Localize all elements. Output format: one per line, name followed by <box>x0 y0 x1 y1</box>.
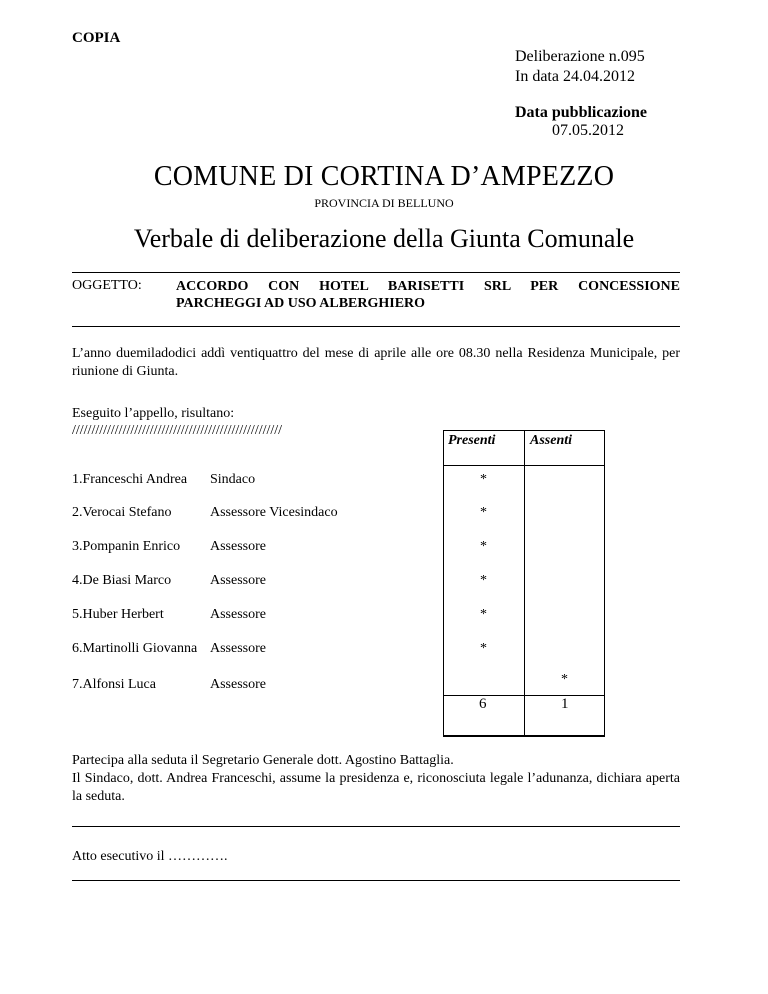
comune-title: COMUNE DI CORTINA D’AMPEZZO <box>153 161 615 192</box>
appello-label: Eseguito l’appello, risultano: <box>72 406 235 421</box>
deliberazione-date: In data 24.04.2012 <box>515 68 635 85</box>
member-name: 7.Alfonsi Luca <box>72 677 156 692</box>
segretario-paragraph: Partecipa alla seduta il Segretario Generale dott. Agostino Battaglia. <box>72 753 454 768</box>
member-role: Assessore <box>210 539 266 554</box>
oggetto-text <box>176 278 680 312</box>
header-presenti: Presenti <box>448 433 496 448</box>
presente-mark: * <box>480 472 487 487</box>
presente-mark: * <box>480 641 487 656</box>
member-name: 3.Pompanin Enrico <box>72 539 181 554</box>
atto-esecutivo: Atto esecutivo il …………. <box>72 849 228 864</box>
member-name: 5.Huber Herbert <box>72 607 164 622</box>
deliberazione-info <box>515 47 645 87</box>
divider-top <box>72 272 680 273</box>
intro-paragraph: L’anno duemiladodici addì ventiquattro del mese di aprile alle ore 08.30 nella Residenza Municipale, per riunione di Giunta. <box>72 346 680 379</box>
member-role: Assessore Vicesindaco <box>210 505 338 520</box>
table-bottom-border <box>443 735 605 737</box>
member-role: Assessore <box>210 677 266 692</box>
member-name: 2.Verocai Stefano <box>72 505 172 520</box>
table-header-divider <box>443 465 605 466</box>
member-role: Assessore <box>210 607 266 622</box>
presidenza-paragraph: Il Sindaco, dott. Andrea Franceschi, assume la presidenza e, riconosciuta legale l’adunanza, dichiara aperta la seduta. <box>72 771 680 804</box>
provincia-subtitle: PROVINCIA DI BELLUNO <box>314 196 454 210</box>
appello-block <box>72 405 282 439</box>
oggetto-line-1: ACCORDO CON HOTEL BARISETTI SRL PER CONCESSIONE <box>176 279 680 294</box>
member-role: Assessore <box>210 573 266 588</box>
member-name: 4.De Biasi Marco <box>72 573 172 588</box>
presente-mark: * <box>480 573 487 588</box>
member-role: Sindaco <box>210 472 256 487</box>
oggetto-line-2: PARCHEGGI AD USO ALBERGHIERO <box>176 296 426 311</box>
assente-mark: * <box>561 672 568 687</box>
divider-bottom <box>72 880 680 881</box>
segretario-presidenza-block <box>72 752 680 806</box>
divider-before-atto <box>72 826 680 827</box>
total-presenti: 6 <box>479 696 487 712</box>
appello-slashes: ////////////////////////////////////////////////////// <box>72 423 283 438</box>
table-middle-border <box>524 430 525 736</box>
pubblicazione-label: Data pubblicazione <box>515 104 648 121</box>
table-total-divider <box>443 695 605 696</box>
copia-label: COPIA <box>72 30 121 46</box>
member-role: Assessore <box>210 641 266 656</box>
table-right-border <box>604 430 605 736</box>
table-left-border <box>443 430 444 736</box>
deliberazione-number: Deliberazione n.095 <box>515 48 645 65</box>
total-assenti: 1 <box>561 696 569 712</box>
verbale-title: Verbale di deliberazione della Giunta Comunale <box>133 224 635 253</box>
presente-mark: * <box>480 505 487 520</box>
pubblicazione-date: 07.05.2012 <box>552 122 624 139</box>
member-name: 6.Martinolli Giovanna <box>72 641 198 656</box>
member-name: 1.Franceschi Andrea <box>72 472 188 487</box>
presente-mark: * <box>480 607 487 622</box>
presente-mark: * <box>480 539 487 554</box>
header-assenti: Assenti <box>530 433 573 448</box>
divider-oggetto <box>72 326 680 327</box>
oggetto-label: OGGETTO: <box>72 278 142 293</box>
